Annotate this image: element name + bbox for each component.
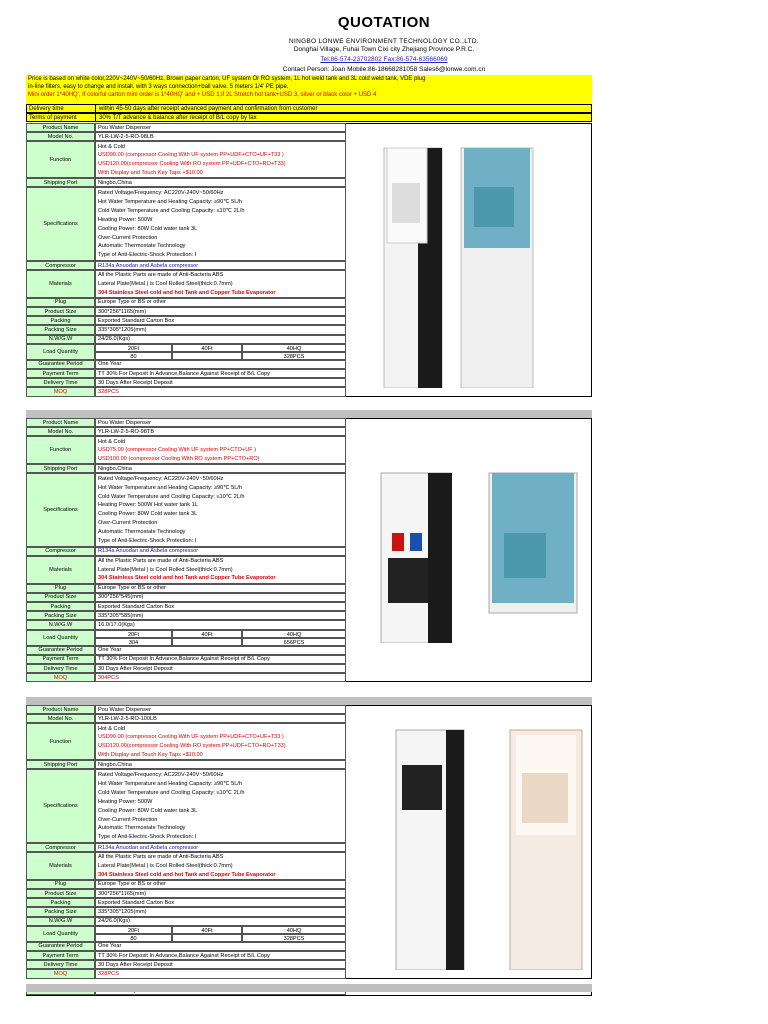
price-banner xyxy=(26,75,592,104)
load-header-cell: 40Ft xyxy=(172,926,242,934)
packing-value: Exported Standard Carton Box xyxy=(95,602,346,611)
product-name-label: Product Name xyxy=(26,705,95,714)
payment-term-label: Payment Term xyxy=(26,655,95,664)
row-plug xyxy=(26,298,346,307)
materials-label: Materials xyxy=(26,270,95,298)
model-no-label: Model No. xyxy=(26,132,95,141)
function-value-line: Hot & Cold xyxy=(98,438,126,445)
compressor-label: Compressor xyxy=(26,261,95,270)
banner-line-3: Mini order 1*40HQ', If colorful carton mini order is 1*40HQ' and + USD 1;if 2L Stretch hot tank+USD 3, silver or black color + USD 4 xyxy=(28,92,377,98)
load-value-cell: 80 xyxy=(95,934,172,942)
row-specifications xyxy=(26,187,346,261)
row-delivery-time xyxy=(26,378,346,387)
plug-label: Plug xyxy=(26,298,95,307)
row-delivery-time xyxy=(26,664,346,673)
function-value-line: Hot & Cold xyxy=(98,725,126,732)
moq-label: MOQ xyxy=(26,673,95,682)
row-materials xyxy=(26,270,346,298)
function-value-line: USD90.00 (compressor Cooling With UF system PP+UDF+CTO+UF+T33 ) xyxy=(98,734,284,741)
dispenser-tap-area xyxy=(402,765,442,810)
payment-term-value: TT 30% For Deposit In Advance,Balance Against Receipt of B/L Copy xyxy=(95,369,346,378)
terms-payment-row xyxy=(26,113,592,122)
product-images xyxy=(356,468,586,648)
row-nwgw xyxy=(26,620,346,629)
model-no-value: YLR-LW-2-5-RO-98TB xyxy=(95,427,346,436)
specifications-value-line: Hot Water Temperature and Heating Capacity: ≥90℃ 5L/h xyxy=(98,198,242,205)
specifications-value xyxy=(95,187,346,261)
load-value-cell xyxy=(172,638,242,646)
row-payment-term xyxy=(26,369,346,378)
tel-fax-link[interactable]: Tel:86-574-23702802 Fax:86-574-63566069 xyxy=(320,56,448,63)
specifications-value-line: Heating Power: 500W xyxy=(98,798,153,805)
load-header-cell: 40Ft xyxy=(172,344,242,352)
plug-label: Plug xyxy=(26,584,95,593)
model-no-value: YLR-LW-2-5-RO-100LB xyxy=(95,714,346,723)
function-value-line: USD120.00(compressor Cooling With RO system PP+UDF+CTO+RO+T33) xyxy=(98,743,286,750)
function-label: Function xyxy=(26,141,95,178)
shipping-port-label: Shipping Port xyxy=(26,760,95,769)
row-guarantee xyxy=(26,942,346,951)
specifications-value xyxy=(95,473,346,547)
company-address: Donghai Village, Fuhai Town Cixi city Zhejiang Province P.R.C. xyxy=(293,46,475,53)
materials-label: Materials xyxy=(26,556,95,584)
specifications-value-line: Automatic Thermostate Technology xyxy=(98,243,186,250)
terms-payment-value: 30% T/T advance & balance after receipt of B/L copy by fax xyxy=(99,115,257,121)
load-value-cell: 304 xyxy=(95,638,172,646)
delivery-time-label: Delivery time xyxy=(27,105,96,112)
load-quantity-label: Load Quantity xyxy=(26,344,95,360)
packing-label: Packing xyxy=(26,602,95,611)
row-packing-size xyxy=(26,907,346,916)
specifications-value-line: Cooling Power: 80W Cold water tank 3L xyxy=(98,225,198,232)
specifications-value-line: Over-Current Protection xyxy=(98,234,158,241)
product-name-value: Pou Water Dispenser xyxy=(95,123,346,132)
packing-size-label: Packing Size xyxy=(26,907,95,916)
specifications-label: Specifications xyxy=(26,769,95,843)
function-value xyxy=(95,436,346,464)
delivery-time-value: 30 Days After Receipt Deposit xyxy=(95,960,346,969)
dispenser-black-side xyxy=(446,730,464,970)
shipping-port-value: Ningbo,China xyxy=(95,464,346,473)
row-product-name xyxy=(26,123,346,132)
product-size-label: Product Size xyxy=(26,307,95,316)
load-value-cell: 656PCS xyxy=(242,638,346,646)
guarantee-value: One Year xyxy=(95,360,346,369)
load-quantity-table xyxy=(95,926,346,942)
dispenser-tap-area xyxy=(392,183,420,223)
packing-size-label: Packing Size xyxy=(26,325,95,334)
specifications-value-line: Type of Anti-Electric-Shock Protection: Ⅰ xyxy=(98,252,197,259)
payment-term-label: Payment Term xyxy=(26,369,95,378)
payment-term-value: TT 30% For Deposit In Advance,Balance Against Receipt of B/L Copy xyxy=(95,655,346,664)
row-specifications xyxy=(26,769,346,843)
packing-label: Packing xyxy=(26,316,95,325)
specifications-value-line: Over-Current Protection xyxy=(98,520,158,527)
row-function xyxy=(26,436,346,464)
row-packing xyxy=(26,898,346,907)
row-payment-term xyxy=(26,951,346,960)
page-title: QUOTATION xyxy=(337,14,431,31)
product-size-label: Product Size xyxy=(26,889,95,898)
plug-label: Plug xyxy=(26,880,95,889)
specifications-value-line: Rated Voltage/Frequency: AC220V-240V~50/60Hz xyxy=(98,189,224,196)
compressor-label: Compressor xyxy=(26,547,95,556)
row-load-quantity xyxy=(26,344,346,360)
specifications-value-line: Rated Voltage/Frequency: AC220V-240V~50/60Hz xyxy=(98,771,224,778)
dispenser-pictures xyxy=(356,725,586,970)
nwgw-value: 24/26.0(Kgs) xyxy=(95,335,346,344)
row-shipping-port xyxy=(26,178,346,187)
materials-label: Materials xyxy=(26,852,95,880)
materials-value xyxy=(95,556,346,584)
product-name-value: Pou Water Dispenser xyxy=(95,705,346,714)
load-quantity-table xyxy=(95,630,346,646)
moq-label: MOQ xyxy=(26,969,95,978)
guarantee-value: One Year xyxy=(95,646,346,655)
product-images xyxy=(356,725,586,975)
function-value-line: With Display and Touch Key Taps +$10.00 xyxy=(98,169,203,176)
product-name-label: Product Name xyxy=(26,123,95,132)
specifications-value-line: Heating Power: 500W xyxy=(98,216,153,223)
load-header-cell: 40HQ xyxy=(242,344,346,352)
guarantee-label: Guarantee Period xyxy=(26,646,95,655)
row-materials xyxy=(26,852,346,880)
load-value-cell xyxy=(172,352,242,360)
function-value xyxy=(95,141,346,178)
product-size-value: 300*256*545(mm) xyxy=(95,593,346,602)
materials-value-line: Lateral Plate(Metal ) is Cool Rolled Steel(thick:0.7mm) xyxy=(98,862,233,869)
shipping-port-label: Shipping Port xyxy=(26,464,95,473)
moq-value: 304PCS xyxy=(95,673,346,682)
plug-value: Europe Type or BS or other xyxy=(95,298,346,307)
guarantee-value: One Year xyxy=(95,942,346,951)
section-separator xyxy=(26,697,592,705)
materials-value-line: Lateral Plate(Metal ) is Cool Rolled Steel(thick:0.7mm) xyxy=(98,280,233,287)
dispenser-black-side xyxy=(428,473,452,643)
row-model-no xyxy=(26,714,346,723)
row-product-size xyxy=(26,593,346,602)
specifications-value-line: Rated Voltage/Frequency: AC220V-240V~50/60Hz xyxy=(98,475,224,482)
specifications-label: Specifications xyxy=(26,473,95,547)
row-load-quantity xyxy=(26,926,346,942)
load-header-cell: 40HQ xyxy=(242,926,346,934)
materials-value-line: Lateral Plate(Metal ) is Cool Rolled Steel(thick:0.7mm) xyxy=(98,566,233,573)
model-no-value: YLR-LW-2-5-RO-98LB xyxy=(95,132,346,141)
load-header-cell: 20Ft xyxy=(95,926,172,934)
shipping-port-label: Shipping Port xyxy=(26,178,95,187)
specifications-value-line: Cold Water Temperature and Cooling Capacity: ≤10℃ 2L/h xyxy=(98,207,245,214)
materials-value xyxy=(95,852,346,880)
product-name-label: Product Name xyxy=(26,418,95,427)
delivery-time-value: within 45-50 days after receipt advanced payment and confirmation from customer xyxy=(99,106,318,112)
specifications-value-line: Cooling Power: 80W Cold water tank 3L xyxy=(98,807,198,814)
load-value-cell: 80 xyxy=(95,352,172,360)
row-delivery-time xyxy=(26,960,346,969)
function-label: Function xyxy=(26,723,95,760)
payment-term-value: TT 30% For Deposit In Advance,Balance Against Receipt of B/L Copy xyxy=(95,951,346,960)
specifications-value-line: Type of Anti-Electric-Shock Protection: Ⅰ xyxy=(98,538,197,545)
compressor-label: Compressor xyxy=(26,843,95,852)
shipping-port-value: Ningbo,China xyxy=(95,760,346,769)
cold-tap-blue xyxy=(410,533,422,551)
row-nwgw xyxy=(26,335,346,344)
specifications-value-line: Automatic Thermostate Technology xyxy=(98,529,186,536)
packing-size-value: 335*305*585(mm) xyxy=(95,611,346,620)
row-function xyxy=(26,723,346,760)
row-guarantee xyxy=(26,360,346,369)
shipping-port-value: Ningbo,China xyxy=(95,178,346,187)
contact-line: Contact Person: Joan Mobile:86-18668281058 Sales6@lonwe.com.cn xyxy=(282,66,486,73)
row-guarantee xyxy=(26,646,346,655)
load-header-cell: 20Ft xyxy=(95,344,172,352)
moq-value: 328PCS xyxy=(95,387,346,396)
packing-size-value: 335*305*1205(mm) xyxy=(95,325,346,334)
specifications-value-line: Heating Power: 500W Hot water tank 1L xyxy=(98,502,198,509)
banner-line-1: Price is based on white color,220V~240V~50/60Hz, Brown paper carton, UF system Or RO system, 1L hot weld tank and 3L cold weld tank, VDE plug xyxy=(28,76,426,82)
product-size-value: 300*256*1165(mm) xyxy=(95,307,346,316)
plug-value: Europe Type or BS or other xyxy=(95,584,346,593)
specifications-value-line: Cooling Power: 80W Cold water tank 3L xyxy=(98,511,198,518)
row-load-quantity xyxy=(26,630,346,646)
row-specifications xyxy=(26,473,346,547)
hot-tap-red xyxy=(392,533,404,551)
materials-value-line: All the Plastic Parts are made of Anti-Bacteria ABS xyxy=(98,854,224,861)
dispenser-blue-tap-area xyxy=(504,533,546,578)
load-header-cell: 40HQ xyxy=(242,630,346,638)
packing-size-label: Packing Size xyxy=(26,611,95,620)
materials-value-line: 304 Stainless Steel cold and hot Tank and Copper Tube Evaporator xyxy=(98,289,276,296)
packing-value: Exported Standard Carton Box xyxy=(95,316,346,325)
materials-value-line: All the Plastic Parts are made of Anti-Bacteria ABS xyxy=(98,272,224,279)
row-packing-size xyxy=(26,611,346,620)
section-separator xyxy=(26,410,592,418)
delivery-time-label: Delivery Time xyxy=(26,378,95,387)
row-product-size xyxy=(26,307,346,316)
company-name: NINGBO LONWE ENVIRONMENT TECHNOLOGY CO.,LTD. xyxy=(288,38,480,45)
row-plug xyxy=(26,584,346,593)
row-materials xyxy=(26,556,346,584)
delivery-time-row xyxy=(26,104,592,113)
row-moq xyxy=(26,673,346,682)
nwgw-label: N.W/G.W xyxy=(26,620,95,629)
function-value xyxy=(95,723,346,760)
load-value-cell xyxy=(172,934,242,942)
row-payment-term xyxy=(26,655,346,664)
row-plug xyxy=(26,880,346,889)
guarantee-label: Guarantee Period xyxy=(26,942,95,951)
nwgw-label: N.W/G.W xyxy=(26,335,95,344)
compressor-value: R134a Anuodan and Asbela compressor xyxy=(95,547,346,556)
row-shipping-port xyxy=(26,760,346,769)
nwgw-label: N.W/G.W xyxy=(26,917,95,926)
packing-label: Packing xyxy=(26,898,95,907)
function-value-line: USD75.00 (compressor Cooling With UF system PP+CTO+UF ) xyxy=(98,447,257,454)
function-value-line: With Display and Touch Key Taps +$10.00 xyxy=(98,751,203,758)
load-header-cell: 20Ft xyxy=(95,630,172,638)
row-moq xyxy=(26,969,346,978)
row-compressor xyxy=(26,843,346,852)
function-value-line: USD120.00(compressor Cooling With RO system PP+UDF+CTO+RO+T33) xyxy=(98,161,286,168)
row-compressor xyxy=(26,547,346,556)
row-model-no xyxy=(26,132,346,141)
model-no-label: Model No. xyxy=(26,714,95,723)
plug-value: Europe Type or BS or other xyxy=(95,880,346,889)
materials-value-line: 304 Stainless Steel cold and hot Tank and Copper Tube Evaporator xyxy=(98,575,276,582)
moq-label: MOQ xyxy=(26,387,95,396)
specifications-value-line: Hot Water Temperature and Heating Capacity: ≥90℃ 5L/h xyxy=(98,780,242,787)
section-separator xyxy=(26,984,592,992)
load-quantity-label: Load Quantity xyxy=(26,630,95,646)
product-size-label: Product Size xyxy=(26,593,95,602)
load-value-cell: 328PCS xyxy=(242,352,346,360)
payment-term-label: Payment Term xyxy=(26,951,95,960)
function-label: Function xyxy=(26,436,95,464)
load-quantity-label: Load Quantity xyxy=(26,926,95,942)
dispenser-blue-tap-area xyxy=(474,187,514,227)
terms-payment-label: Terms of payment xyxy=(27,114,96,121)
row-packing xyxy=(26,602,346,611)
product-images xyxy=(356,143,586,393)
moq-value: 328PCS xyxy=(95,969,346,978)
row-packing-size xyxy=(26,325,346,334)
delivery-time-label: Delivery Time xyxy=(26,664,95,673)
product-name-value: Pou Water Dispenser xyxy=(95,418,346,427)
materials-value-line: 304 Stainless Steel cold and hot Tank and Copper Tube Evaporator xyxy=(98,871,276,878)
specifications-value xyxy=(95,769,346,843)
compressor-value: R134a Anuodan and Asbela compressor xyxy=(95,843,346,852)
model-no-label: Model No. xyxy=(26,427,95,436)
dispenser-pictures xyxy=(356,143,586,388)
load-value-cell: 328PCS xyxy=(242,934,346,942)
row-model-no xyxy=(26,427,346,436)
delivery-time-value: 30 Days After Receipt Deposit xyxy=(95,664,346,673)
row-product-name xyxy=(26,418,346,427)
product-size-value: 300*256*1165(mm) xyxy=(95,889,346,898)
load-quantity-table xyxy=(95,344,346,360)
specifications-value-line: Hot Water Temperature and Heating Capacity: ≥90℃ 5L/h xyxy=(98,484,242,491)
banner-line-2: in-line filters, easy to change and install. with 3 ways connection+ball valve. 5 meters 1/4' PE pipe. xyxy=(28,84,289,90)
packing-size-value: 335*305*1205(mm) xyxy=(95,907,346,916)
specifications-value-line: Over-Current Protection xyxy=(98,816,158,823)
function-value-line: USD100.00 (compressor Cooling With RO system PP+CTO+RO) xyxy=(98,455,260,462)
dispenser-gold-tap-area xyxy=(522,773,568,823)
dispenser-drip-area xyxy=(388,558,428,603)
delivery-time-value: 30 Days After Receipt Deposit xyxy=(95,378,346,387)
specifications-value-line: Cold Water Temperature and Cooling Capacity: ≤10℃ 2L/h xyxy=(98,493,245,500)
row-shipping-port xyxy=(26,464,346,473)
row-compressor xyxy=(26,261,346,270)
delivery-time-label: Delivery Time xyxy=(26,960,95,969)
load-header-cell: 40Ft xyxy=(172,630,242,638)
guarantee-label: Guarantee Period xyxy=(26,360,95,369)
row-nwgw xyxy=(26,917,346,926)
specifications-value-line: Type of Anti-Electric-Shock Protection: Ⅰ xyxy=(98,834,197,841)
compressor-value: R134a Anuodan and Asbela compressor xyxy=(95,261,346,270)
dispenser-pictures xyxy=(356,468,586,643)
specifications-label: Specifications xyxy=(26,187,95,261)
materials-value-line: All the Plastic Parts are made of Anti-Bacteria ABS xyxy=(98,558,224,565)
nwgw-value: 24/26.0(Kgs) xyxy=(95,917,346,926)
function-value-line: USD90.00 (compressor Cooling With UF system PP+UDF+CTO+UF+T33 ) xyxy=(98,152,284,159)
nwgw-value: 16.0/17.0(Kgs) xyxy=(95,620,346,629)
specifications-value-line: Automatic Thermostate Technology xyxy=(98,825,186,832)
function-value-line: Hot & Cold xyxy=(98,143,126,150)
materials-value xyxy=(95,270,346,298)
row-function xyxy=(26,141,346,178)
row-moq xyxy=(26,387,346,396)
row-product-name xyxy=(26,705,346,714)
packing-value: Exported Standard Carton Box xyxy=(95,898,346,907)
row-packing xyxy=(26,316,346,325)
row-product-size xyxy=(26,889,346,898)
specifications-value-line: Cold Water Temperature and Cooling Capacity: ≤10℃ 2L/h xyxy=(98,789,245,796)
